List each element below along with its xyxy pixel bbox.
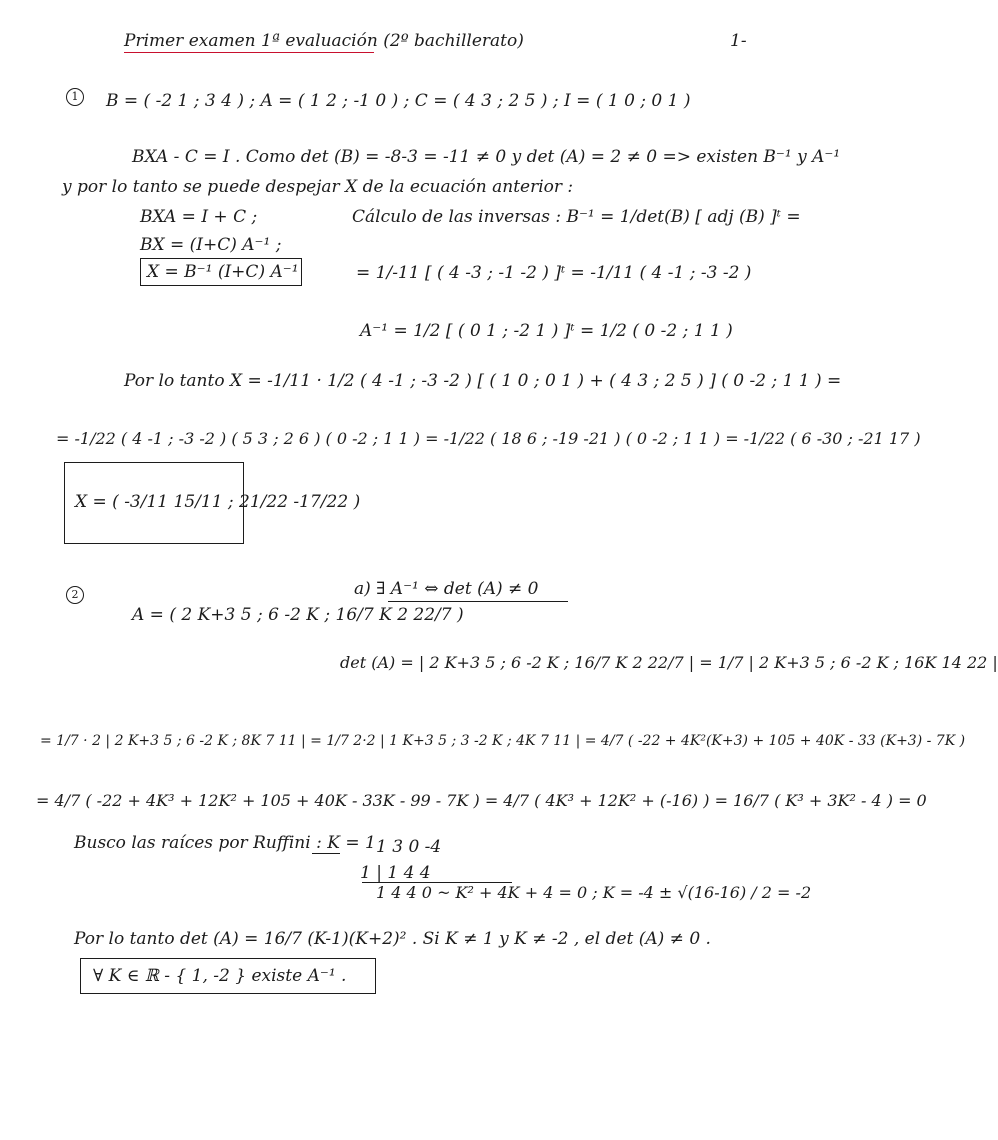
- page-number: 1-: [730, 31, 747, 51]
- inverse-calc-title: Cálculo de las inversas : B⁻¹ = 1/det(B) [ adj (B) ]ᵗ =: [352, 207, 801, 227]
- final-answer-box: [80, 958, 376, 994]
- problem-1-matrices: B = ( -2 1 ; 3 4 ) ; A = ( 1 2 ; -1 0 ) ; C = ( 4 3 ; 2 5 ) ; I = ( 1 0 ; 0 1 ): [106, 91, 691, 111]
- problem-1-line-2: y por lo tanto se puede despejar X de la ecuación anterior :: [62, 177, 574, 197]
- problem-1-number: 1: [66, 88, 84, 106]
- ruffini-row-2: 1 | 1 4 4: [360, 863, 431, 883]
- inverse-a: A⁻¹ = 1/2 [ ( 0 1 ; -2 1 ) ]ᵗ = 1/2 ( 0 -2 ; 1 1 ): [360, 321, 733, 341]
- problem-1-step-1: BXA = I + C ;: [140, 207, 258, 227]
- ruffini-row-1: 1 3 0 -4: [376, 837, 442, 857]
- boxed-x-formula: [140, 258, 302, 286]
- conclusion-line: Por lo tanto det (A) = 16/7 (K-1)(K+2)² . Si K ≠ 1 y K ≠ -2 , el det (A) ≠ 0 .: [74, 929, 711, 949]
- title-underline: [124, 52, 374, 53]
- boxed-x-text: X = B⁻¹ (I+C) A⁻¹: [147, 262, 299, 282]
- final-answer-text: ∀ K ∈ ℝ - { 1, -2 } existe A⁻¹ .: [93, 966, 347, 986]
- problem-1-line-1: BXA - C = I . Como det (B) = -8-3 = -11 ≠ 0 y det (A) = 2 ≠ 0 => existen B⁻¹ y A⁻¹: [132, 147, 841, 167]
- product-calculation: = -1/22 ( 4 -1 ; -3 -2 ) ( 5 3 ; 2 6 ) ( 0 -2 ; 1 1 ) = -1/22 ( 18 6 ; -19 -21 ) ( 0 -2 ; 1 1 ) = -1/22 ( 6 -30 ; -21 17 ): [56, 429, 921, 448]
- exam-title: Primer examen 1ª evaluación (2º bachillerato): [124, 31, 524, 51]
- x-result-box: [64, 462, 361, 544]
- ruffini-label: Busco las raíces por Ruffini : K = 1: [74, 833, 376, 853]
- part-a-underline: [388, 601, 568, 602]
- determinant-step-2: = 1/7 · 2 | 2 K+3 5 ; 6 -2 K ; 8K 7 11 | = 1/7 2·2 | 1 K+3 5 ; 3 -2 K ; 4K 7 11 | = 4/7 ( -22 + 4K²(K+3) + 105 + 40K - 33 (K+3) - 7K ): [40, 733, 966, 749]
- determinant-step-1: det (A) = | 2 K+3 5 ; 6 -2 K ; 16/7 K 2 22/7 | = 1/7 | 2 K+3 5 ; 6 -2 K ; 16K 14 22 |: [340, 653, 998, 672]
- matrix-a-definition: A = ( 2 K+3 5 ; 6 -2 K ; 16/7 K 2 22/7 ): [132, 605, 464, 625]
- part-a-statement: a) ∃ A⁻¹ ⇔ det (A) ≠ 0: [354, 579, 539, 599]
- determinant-step-3: = 4/7 ( -22 + 4K³ + 12K² + 105 + 40K - 33K - 99 - 7K ) = 4/7 ( 4K³ + 12K² + (-16) ) = 16/7 ( K³ + 3K² - 4 ) = 0: [36, 791, 927, 810]
- inverse-b: = 1/-11 [ ( 4 -3 ; -1 -2 ) ]ᵗ = -1/11 ( 4 -1 ; -3 -2 ): [356, 263, 752, 283]
- ruffini-root-underline: [312, 853, 340, 854]
- problem-1-step-2: BX = (I+C) A⁻¹ ;: [140, 235, 282, 255]
- therefore-line: Por lo tanto X = -1/11 · 1/2 ( 4 -1 ; -3 -2 ) [ ( 1 0 ; 0 1 ) + ( 4 3 ; 2 5 ) ] ( 0 -2 ; 1 1 ) =: [124, 371, 842, 391]
- x-result-text: X = ( -3/11 15/11 ; 21/22 -17/22 ): [75, 492, 361, 512]
- ruffini-row-3: 1 4 4 0 ~ K² + 4K + 4 = 0 ; K = -4 ± √(16-16) / 2 = -2: [376, 883, 812, 902]
- problem-2-number: 2: [66, 586, 84, 604]
